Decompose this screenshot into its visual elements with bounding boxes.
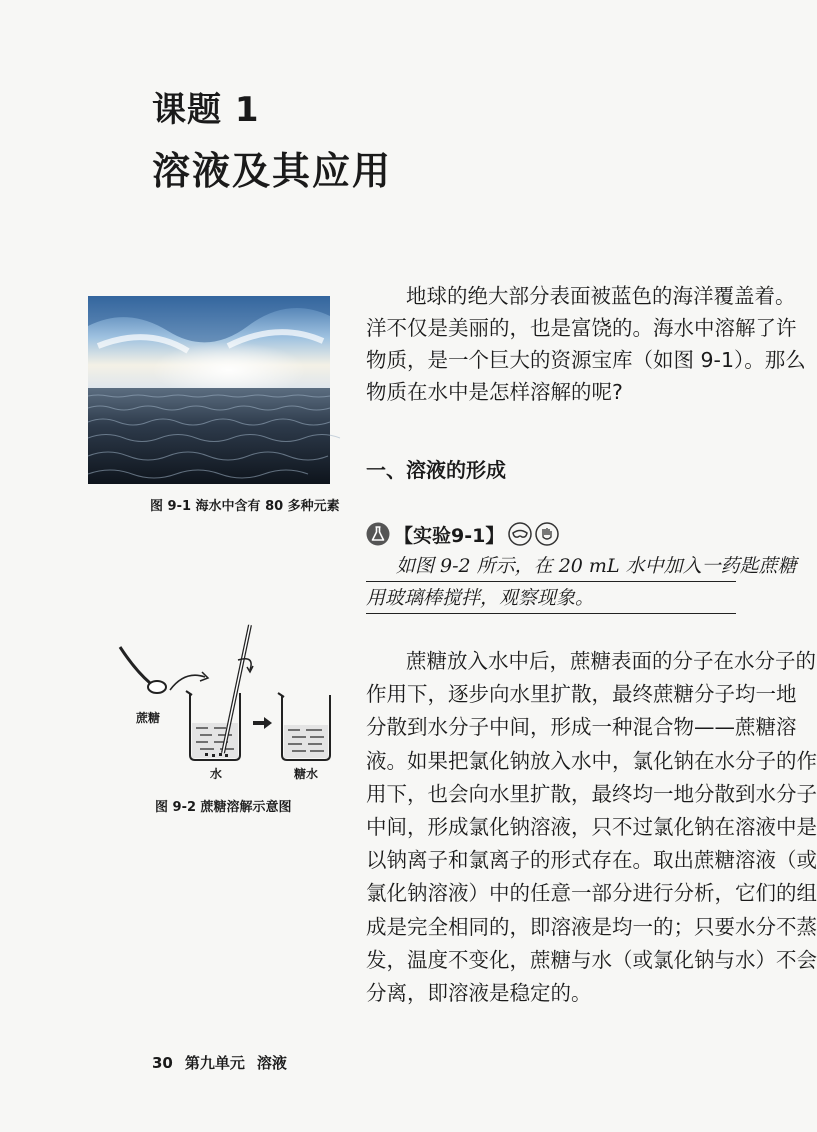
hand-wash-icon: [535, 522, 559, 546]
spoon-bowl: [148, 681, 166, 693]
body-line: 分离，即溶液是稳定的。: [366, 980, 592, 1005]
figure-9-2-caption: 图 9-2 蔗糖溶解示意图: [155, 800, 292, 815]
body-line: 以钠离子和氯离子的形式存在。取出蔗糖溶液（或: [366, 848, 817, 873]
intro-line: 地球的绝大部分表面被蓝色的海洋覆盖着。: [406, 284, 796, 308]
experiment-line: 用玻璃棒搅拌，观察现象。: [366, 582, 736, 614]
lesson-title: 溶液及其应用: [152, 149, 393, 193]
goggles-icon: [508, 522, 532, 546]
intro-paragraph: [366, 280, 806, 408]
body-line: 氯化钠溶液）中的任意一部分进行分析，它们的组: [366, 881, 817, 906]
sea-photo: [88, 296, 330, 484]
beaker-sugar-water: [278, 693, 330, 760]
experiment-line: 如图 9-2 所示，在 20 mL 水中加入一药匙蔗糖: [366, 550, 736, 582]
label-sugar-water: 糖水: [294, 767, 319, 781]
body-paragraph: [366, 645, 817, 1010]
experiment-label: 【实验9-1】: [394, 524, 505, 547]
section-heading: 一、溶液的形成: [366, 458, 506, 482]
page-number: 30: [152, 1054, 173, 1072]
label-sugar: 蔗糖: [136, 711, 161, 725]
lesson-number: 课题 1: [152, 90, 260, 130]
body-line: 分散到水分子中间，形成一种混合物——蔗糖溶: [366, 715, 797, 740]
body-line: 发，温度不变化，蔗糖与水（或氯化钠与水）不会: [366, 947, 817, 972]
experiment-text: [366, 550, 797, 614]
spoon-handle: [120, 647, 150, 683]
intro-line: 物质，是一个巨大的资源宝库（如图 9-1）。那么: [366, 348, 806, 372]
unit-name: 第九单元: [184, 1054, 245, 1072]
experiment-header: [366, 520, 559, 548]
topic-name: 溶液: [256, 1054, 287, 1072]
body-line: 液。如果把氯化钠放入水中，氯化钠在水分子的作: [366, 748, 817, 773]
intro-line: 物质在水中是怎样溶解的呢?: [366, 380, 623, 404]
page-footer: [152, 1052, 299, 1073]
body-line: 用下，也会向水里扩散，最终均一地分散到水分子: [366, 781, 817, 806]
label-water: 水: [210, 767, 223, 781]
figure-9-1-caption: 图 9-1 海水中含有 80 多种元素: [150, 499, 340, 514]
body-line: 中间，形成氯化钠溶液，只不过氯化钠在溶液中是: [366, 814, 817, 839]
body-line: 蔗糖放入水中后，蔗糖表面的分子在水分子的: [406, 649, 816, 673]
flask-icon: [366, 522, 390, 546]
body-line: 作用下，逐步向水里扩散，最终蔗糖分子均一地: [366, 682, 797, 707]
intro-line: 洋不仅是美丽的，也是富饶的。海水中溶解了许: [366, 316, 797, 340]
sugar-dissolving-diagram: [110, 615, 360, 785]
body-line: 成是完全相同的，即溶液是均一的；只要水分不蒸: [366, 914, 817, 939]
